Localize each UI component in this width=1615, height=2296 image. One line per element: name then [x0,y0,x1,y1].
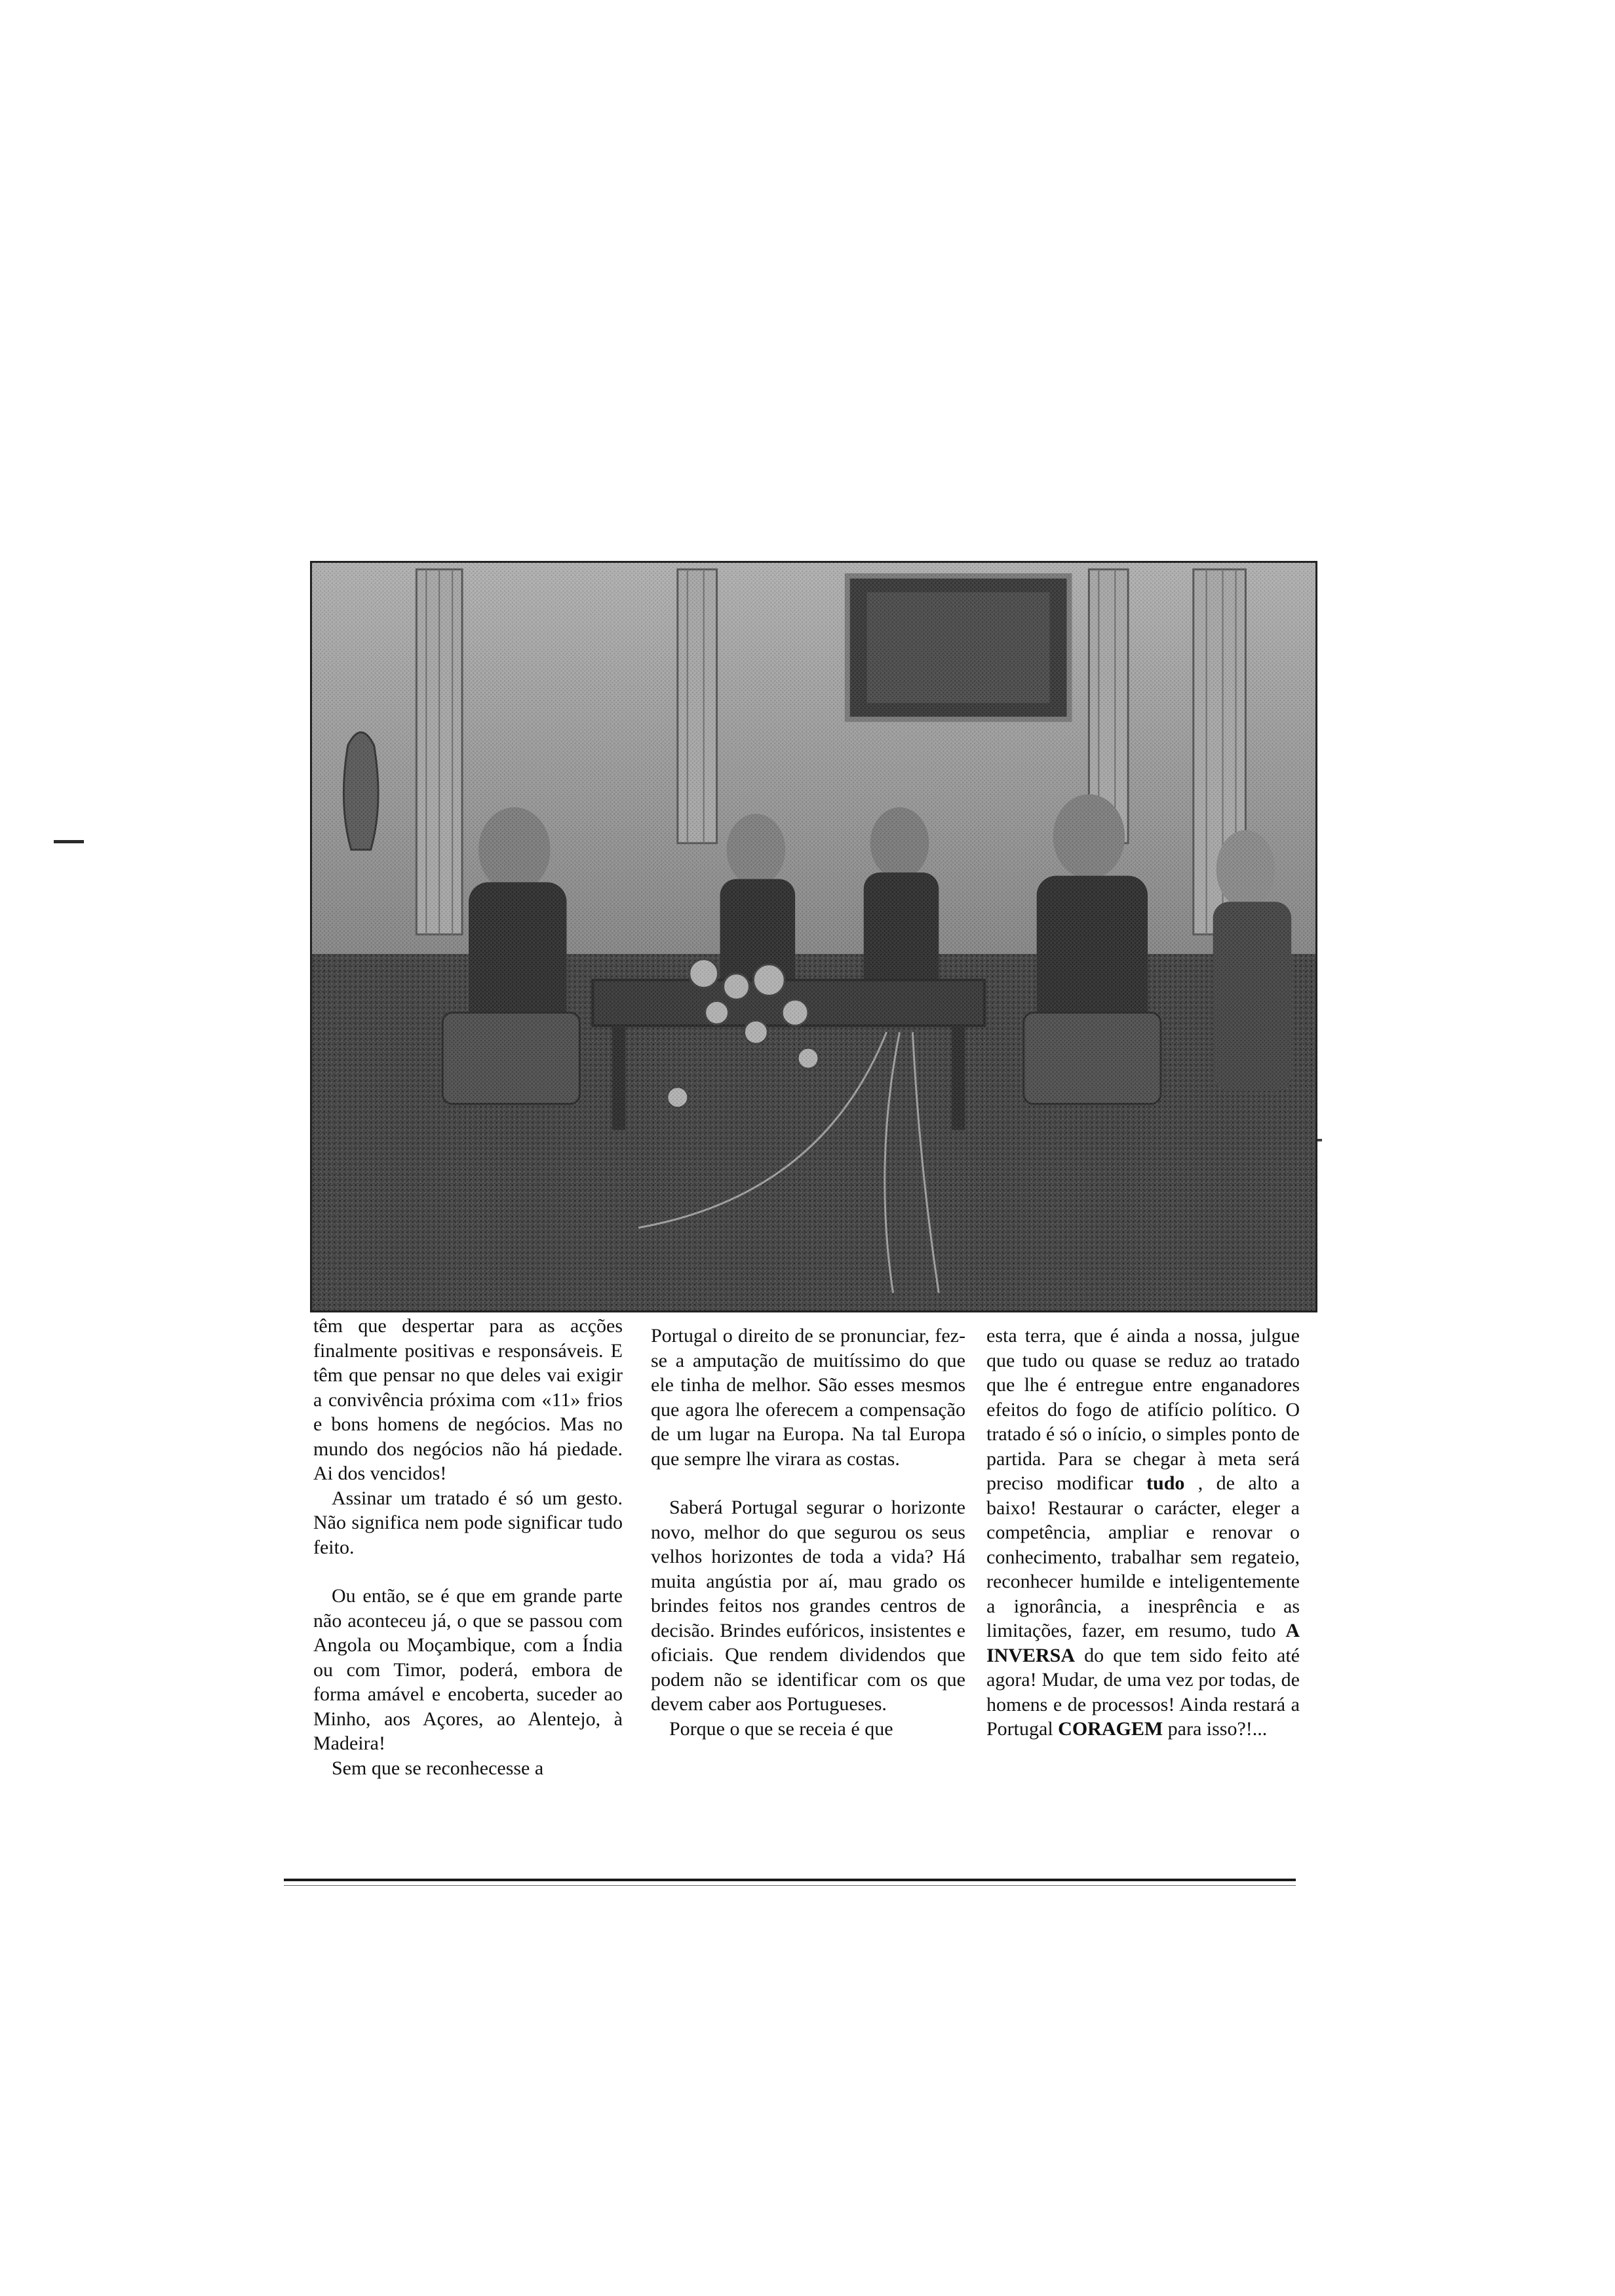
emphasis-inversa: A INVERSA [986,1620,1300,1666]
article-column-3 [986,1324,1300,1742]
article-paragraph: Portugal o direito de se pronunciar, fez-se a amputação de muitíssimo do que ele tinha de melhor. São esses mesmos que agora lhe oferecem a compensação de um lugar na Europa. Na tal Europa que sempre lhe virara as costas. [651,1325,965,1470]
article-paragraph: Ou então, se é que em grande parte não aconteceu já, o que se passou com Angola ou Moçambique, com a Índia ou com Timor, poderá, embora de forma amável e encoberta, suceder ao Minho, aos Açores, ao Alentejo, à Madeira! [313,1585,623,1754]
article-paragraph: Assinar um tratado é só um gesto. Não significa nem pode significar tudo feito. [313,1487,623,1558]
stray-scan-mark [54,840,84,843]
article-column-2 [651,1324,965,1741]
emphasis-coragem: CORAGEM [1058,1718,1163,1740]
text-run: , de alto a baixo! Restaurar o carácter, eleger a competência, ampliar e renovar o conhecimento, trabalhar sem regateio, reconhecer humilde e inteligentemente a ignorância, a inesprência e as limitações, fazer, em resumo, tudo [986,1472,1300,1641]
emphasis-tudo: tudo [1146,1472,1185,1494]
press-photo-icon [312,563,1315,1311]
article-paragraph: Sem que se reconhecesse a [332,1757,544,1779]
press-photo [310,561,1317,1312]
article-paragraph: têm que despertar para as acções finalmente positivas e responsáveis. E têm que pensar no que deles vai exigir a convivência próxima com «11» frios e bons homens de negócios. Mas no mundo dos negócios não há piedade. Ai dos vencidos! [313,1315,623,1484]
bottom-rule-thin [284,1885,1296,1886]
article-paragraph [986,1324,1300,1742]
text-run: esta terra, que é ainda a nossa, julgue que tudo ou quase se reduz ao tratado que lhe é entregue entre enganadores efeitos do fogo de atifício político. O tratado é só o início, o simples ponto de partida. Para se chegar à meta será preciso modificar [986,1325,1300,1494]
bottom-rule [284,1879,1296,1881]
article-paragraph: Porque o que se receia é que [669,1717,893,1740]
text-run: para isso?!... [1163,1718,1268,1740]
article-paragraph: Saberá Portugal segurar o horizonte novo, melhor do que segurou os seus velhos horizontes de toda a vida? Há muita angústia por aí, mau grado os brindes feitos nos grandes centros de decisão. Brindes eufóricos, insistentes e oficiais. Que rendem dividendos que podem não se identificar com os que devem caber aos Portugueses. [651,1497,965,1715]
text-run: do que tem sido feito até agora! Mudar, de uma vez por todas, de homens e de processos! Ainda restará a Portugal [986,1644,1300,1740]
article-column-1 [313,1314,623,1780]
